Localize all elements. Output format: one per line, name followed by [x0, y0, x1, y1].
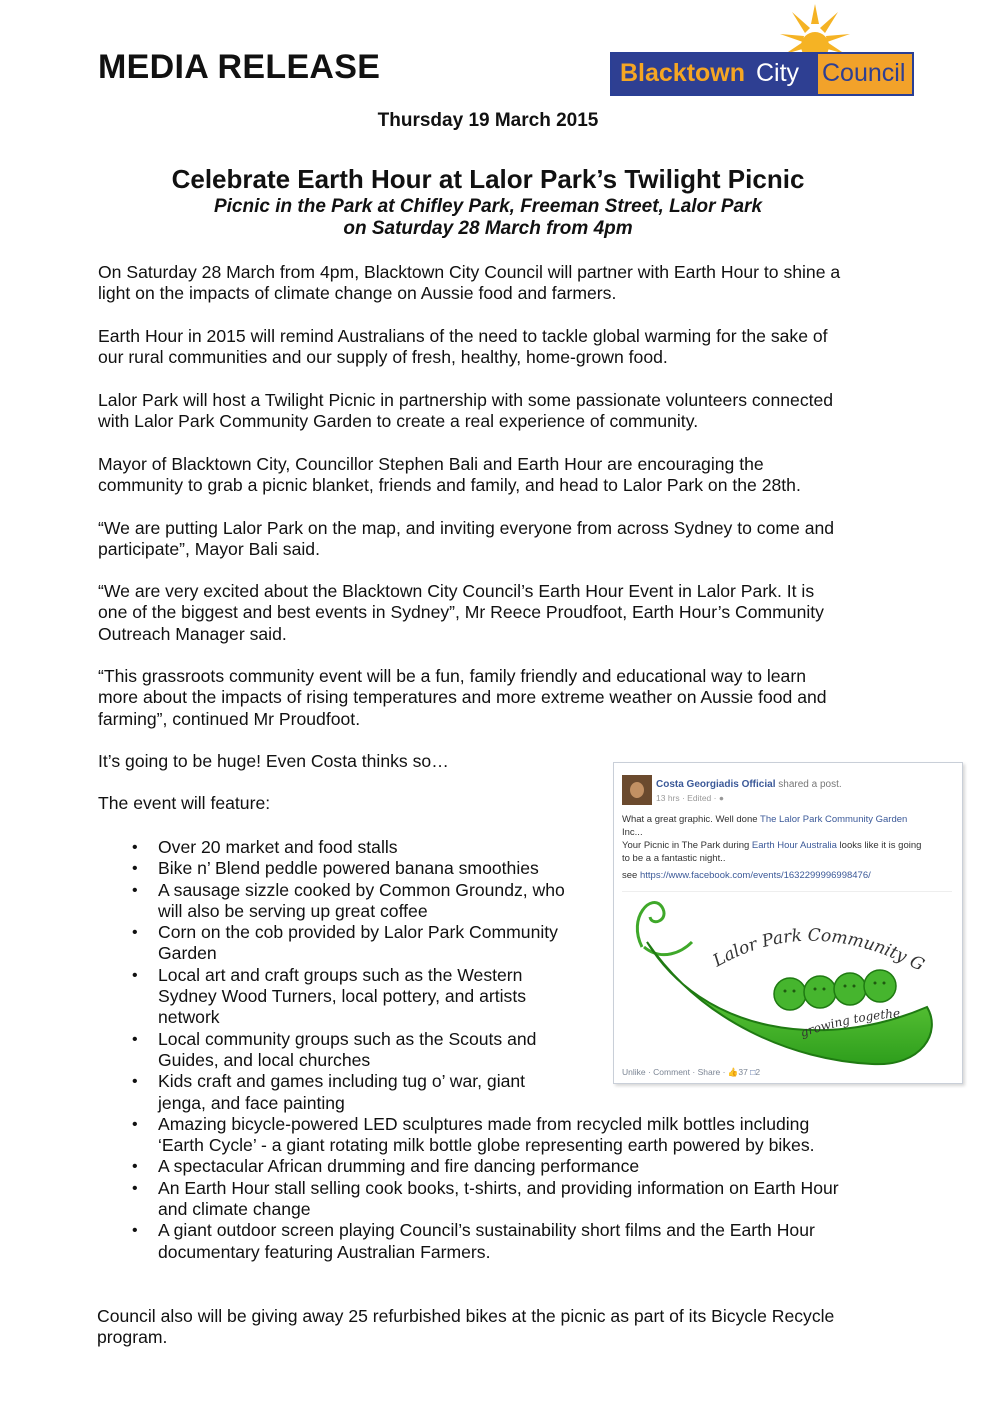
- garden-page-link[interactable]: The Lalor Park Community Garden: [760, 814, 908, 825]
- event-url-link[interactable]: https://www.facebook.com/events/1632299996998476/: [639, 870, 871, 881]
- earth-hour-link[interactable]: Earth Hour Australia: [751, 840, 837, 851]
- post-text: What a great graphic. Well done The Lalor Park Community Garden Inc... Your Picnic in The Park during Earth Hour Australia looks like it is going to be a a fantastic night.. see https://www.facebook.com/events/1632299996998476/: [622, 814, 922, 881]
- list-item: • Kids craft and games including tug o’ war, giant jenga, and face painting: [132, 1071, 839, 1114]
- paragraph-8: It’s going to be huge! Even Costa thinks so…: [98, 751, 449, 771]
- post-actions: [622, 1067, 760, 1078]
- list-item: • A spectacular African drumming and fire dancing performance: [132, 1156, 839, 1177]
- post-timestamp: 13 hrs · Edited · ●: [656, 793, 724, 803]
- paragraph-line: Council also will be giving away 25 refurbished bikes at the picnic as part of its Bicycle Recycle: [97, 1306, 835, 1326]
- paragraph-line: farming”, continued Mr Proudfoot.: [98, 708, 361, 729]
- svg-text:Lalor Park Community Garden: [622, 892, 927, 976]
- list-item: • Local art and craft groups such as the Western Sydney Wood Turners, local pottery, and artists network: [132, 965, 839, 1029]
- list-item: • Corn on the cob provided by Lalor Park Community Garden: [132, 922, 839, 965]
- like-count: 37: [738, 1067, 748, 1077]
- comment-count: 2: [755, 1067, 761, 1077]
- globe-icon: ●: [718, 793, 724, 803]
- paragraph-1: [98, 262, 898, 305]
- facebook-post-card: [613, 762, 963, 1084]
- garden-tagline-text: growing togethe: [798, 1006, 901, 1040]
- paragraph-line: participate”, Mayor Bali said.: [98, 539, 320, 560]
- subheadline-line-2: on Saturday 28 March from 4pm: [343, 218, 633, 239]
- release-date: Thursday 19 March 2015: [377, 110, 599, 131]
- logo-word-blacktown: Blacktown: [620, 59, 746, 87]
- paragraph-4: [98, 454, 898, 497]
- list-item: • Bike n’ Blend peddle powered banana smoothies: [132, 858, 839, 879]
- avatar: [622, 775, 652, 805]
- post-action-links[interactable]: Unlike · Comment · Share ·: [622, 1067, 728, 1077]
- paragraph-10: [97, 1306, 897, 1349]
- paragraph-line: Mayor of Blacktown City, Councillor Stephen Bali and Earth Hour are encouraging the: [98, 454, 764, 474]
- paragraph-6-quote: [98, 581, 898, 645]
- subheadline-line-1: Picnic in the Park at Chifley Park, Freeman Street, Lalor Park: [213, 196, 763, 217]
- paragraph-line: more about the impacts of rising temperatures and more extreme weather on Aussie food and: [98, 687, 827, 708]
- paragraph-line: with Lalor Park Community Garden to create a real experience of community.: [98, 411, 699, 432]
- community-garden-graphic: [622, 891, 952, 1075]
- logo-word-city: City: [756, 59, 800, 87]
- media-release-title: MEDIA RELEASE: [98, 48, 381, 86]
- pea-pod-illustration: [622, 892, 952, 1067]
- paragraph-line: “This grassroots community event will be a fun, family friendly and educational way to learn: [98, 666, 806, 686]
- paragraph-line: On Saturday 28 March from 4pm, Blacktown City Council will partner with Earth Hour to shine a: [98, 262, 841, 282]
- paragraph-line: “We are putting Lalor Park on the map, and inviting everyone from across Sydney to come and: [98, 518, 835, 538]
- logo-wordmark: [610, 52, 914, 96]
- paragraph-9: The event will feature:: [98, 793, 271, 813]
- paragraph-3: [98, 390, 898, 433]
- paragraph-line: “We are very excited about the Blacktown City Council’s Earth Hour Event in Lalor Park. It is: [98, 581, 815, 601]
- paragraph-5-quote: [98, 518, 898, 561]
- like-icon: 👍: [727, 1067, 739, 1077]
- paragraph-7-quote: [98, 666, 898, 730]
- paragraph-line: our rural communities and our supply of fresh, healthy, home-grown food.: [98, 347, 668, 368]
- comment-icon: □: [750, 1067, 756, 1077]
- blacktown-city-council-logo: [608, 12, 918, 87]
- shared-text: shared a post.: [778, 779, 842, 790]
- list-item: • Amazing bicycle-powered LED sculptures made from recycled milk bottles including ‘Earth Cycle’ - a giant rotating milk bottle globe representing earth powered by bikes.: [132, 1114, 839, 1157]
- list-item: • Local community groups such as the Scouts and Guides, and local churches: [132, 1029, 839, 1072]
- list-item: • Over 20 market and food stalls: [132, 837, 839, 858]
- post-author[interactable]: Costa Georgiadis Official shared a post.: [656, 779, 842, 790]
- paragraph-line: light on the impacts of climate change on Aussie food and farmers.: [98, 283, 617, 304]
- logo-word-council: Council: [822, 59, 906, 87]
- paragraph-line: Outreach Manager said.: [98, 623, 287, 644]
- paragraph-line: one of the biggest and best events in Sydney”, Mr Reece Proudfoot, Earth Hour’s Community: [98, 602, 824, 623]
- paragraph-line: program.: [97, 1327, 168, 1348]
- paragraph-line: Earth Hour in 2015 will remind Australians of the need to tackle global warming for the sake of: [98, 326, 828, 346]
- paragraph-line: community to grab a picnic blanket, friends and family, and head to Lalor Park on the 28th.: [98, 475, 801, 496]
- garden-title-text: Lalor Park Community G: [709, 925, 928, 976]
- list-item: • A sausage sizzle cooked by Common Groundz, who will also be serving up great coffee: [132, 880, 839, 923]
- paragraph-2: [98, 326, 898, 369]
- paragraph-line: Lalor Park will host a Twilight Picnic in partnership with some passionate volunteers connected: [98, 390, 834, 410]
- headline: Celebrate Earth Hour at Lalor Park’s Twilight Picnic: [171, 164, 805, 194]
- list-item: • An Earth Hour stall selling cook books, t-shirts, and providing information on Earth Hour and climate change: [132, 1178, 839, 1221]
- list-item: • A giant outdoor screen playing Council’s sustainability short films and the Earth Hour documentary featuring Australian Farmers.: [132, 1220, 839, 1263]
